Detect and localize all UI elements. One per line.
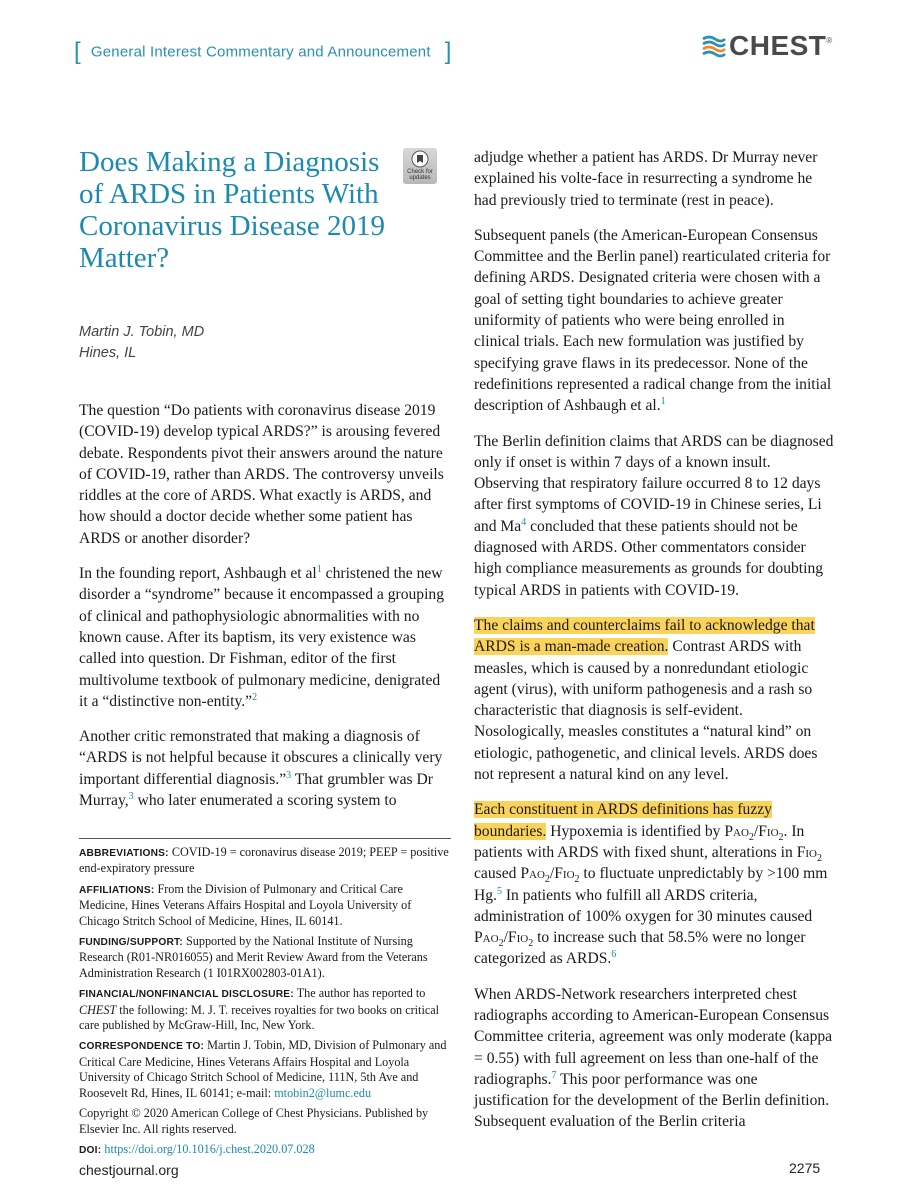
subscript: 2 xyxy=(528,938,534,950)
subscript: 2 xyxy=(778,831,784,843)
footnotes xyxy=(79,838,451,1163)
paragraph-text: Another critic remonstrated that making a diagnosis of “ARDS is not helpful because it obscures a clinically very important differential diagnosis.” xyxy=(79,728,443,788)
paragraph-text: to increase such that 58.5% were no longer categorized as ARDS. xyxy=(474,929,806,968)
paragraph xyxy=(79,400,449,549)
subscript: 2 xyxy=(498,938,504,950)
slash: / xyxy=(503,929,508,947)
subscript: 2 xyxy=(544,874,550,886)
page-number: 2275 xyxy=(789,1160,821,1176)
paragraph xyxy=(79,726,449,811)
paragraph-text: This poor performance was one justification for the development of the Berlin definition. Subsequent evaluation of the Berlin criteria xyxy=(474,1070,830,1131)
chest-logo xyxy=(700,30,832,62)
section-label: General Interest Commentary and Announcement xyxy=(90,43,431,61)
paragraph-text: who later enumerated a scoring system to xyxy=(133,792,397,810)
footnote-text: The author has reported to xyxy=(293,986,426,1001)
footnote-copyright: Copyright © 2020 American College of Chest Physicians. Published by Elsevier Inc. All rights reserved. xyxy=(79,1106,429,1136)
pao-term: Pao xyxy=(724,822,749,840)
footnote-text: the following: M. J. T. receives royalties for two books on critical care published by McGraw-Hill, Inc, New York. xyxy=(79,1002,440,1033)
author-location: Hines, IL xyxy=(79,345,137,361)
paragraph-text: The question “Do patients with coronavirus disease 2019 (COVID-19) develop typical ARDS?” is arousing fevered debate. Respondents pivot their answers around the nature of COVID-19, rather than ARDS. The controversy unveils riddles at the core of ARDS. What exactly is ARDS, and how should a doctor decide whether some patient has ARDS or another disorder? xyxy=(79,402,444,547)
logo-trademark: ® xyxy=(826,36,833,45)
pao-term: Pao xyxy=(474,929,499,947)
paragraph-text: Hypoxemia is identified by xyxy=(546,822,725,840)
slash: / xyxy=(549,865,555,883)
paragraph-text: That grumbler was Dr Murray, xyxy=(79,770,433,810)
paragraph-text: christened the new disorder a “syndrome” because it encompassed a grouping of clinical and pathophysiologic abnormalities with no known cause. After its baptism, its very existence was called into question. Dr Fishman, editor of the first multivolume textbook of pulmonary medicine, denigrated it a “distinctive non-entity.” xyxy=(79,565,445,710)
subscript: 2 xyxy=(816,853,822,865)
paragraph-text: adjudge whether a patient has ARDS. Dr Murray never explained his volte-face in resurrecting a syndrome he had previously tried to terminate (rest in peace). xyxy=(474,149,818,209)
paragraph-text: caused xyxy=(474,865,521,883)
logo-wordmark: CHEST xyxy=(729,30,827,61)
paragraph xyxy=(474,431,834,601)
chest-logo-icon xyxy=(700,33,726,59)
paragraph xyxy=(79,563,449,712)
footnote-doi xyxy=(79,1142,451,1158)
subscript: 2 xyxy=(748,831,754,843)
paragraph xyxy=(474,147,834,211)
footnote-label: AFFILIATIONS: xyxy=(79,884,155,896)
footnote-label: CORRESPONDENCE TO: xyxy=(79,1041,205,1053)
journal-name-italic: CHEST xyxy=(79,1002,117,1017)
highlighted-text[interactable]: The claims and counterclaims fail to acknowledge that ARDS is a man-made creation. xyxy=(474,616,815,656)
email-link[interactable]: mtobin2@lumc.edu xyxy=(274,1085,372,1100)
reference-link[interactable]: 5 xyxy=(496,885,502,897)
paragraph xyxy=(474,799,834,969)
paragraph xyxy=(474,615,834,785)
slash: / xyxy=(753,822,759,840)
footnote-text: Supported by the National Institute of Nursing Research (R01-NR016055) and Merit Review Award from the Veterans Administration Research (1 I01RX002803-01A1). xyxy=(79,934,428,980)
fio-term: Fio xyxy=(758,822,779,840)
author-block xyxy=(79,322,204,364)
paragraph-text: In the founding report, Ashbaugh et al xyxy=(79,565,317,583)
reference-link[interactable]: 4 xyxy=(521,516,527,528)
footnote-text: Martin J. Tobin, MD, Division of Pulmonary and Critical Care Medicine, Hines Veterans Affairs Hospital and Loyola University of Chicago Stritch School of Medicine, 111N, 5th Ave and Roosevelt Rd, Hines, IL 60141; e-mail: xyxy=(79,1038,447,1100)
footnote-label: ABBREVIATIONS: xyxy=(79,848,169,859)
highlighted-text[interactable]: Each constituent in ARDS definitions has fuzzy boundaries. xyxy=(474,801,772,840)
left-bracket: [ xyxy=(74,38,81,65)
footnote-affiliations xyxy=(79,882,451,929)
paragraph-text: . In patients with ARDS with fixed shunt, alterations in xyxy=(474,822,805,861)
footnote-label: FINANCIAL/NONFINANCIAL DISCLOSURE: xyxy=(79,989,294,1001)
footnote-label: FUNDING/SUPPORT: xyxy=(79,937,183,949)
footnote-text: COVID-19 = coronavirus disease 2019; PEEP = positive end-expiratory pressure xyxy=(79,845,449,876)
article-title: Does Making a Diagnosis of ARDS in Patients With Coronavirus Disease 2019 Matter? xyxy=(79,146,386,274)
footnote-abbreviations xyxy=(79,845,451,877)
left-column xyxy=(79,400,449,825)
right-bracket: ] xyxy=(444,38,452,65)
paragraph-text: to fluctuate unpredictably by >100 mm Hg. xyxy=(474,865,828,904)
crossmark-label: Check for updates xyxy=(407,169,433,181)
section-header xyxy=(74,38,452,66)
pao-term: Pao xyxy=(520,865,545,883)
subscript: 2 xyxy=(574,874,580,886)
reference-link[interactable]: 1 xyxy=(660,396,666,408)
reference-link[interactable]: 1 xyxy=(316,563,322,575)
paragraph-text: The Berlin definition claims that ARDS can be diagnosed only if onset is within 7 days of a known insult. Observing that respiratory failure occurred 8 to 12 days after first symptoms of COVID-19 in Chinese series, Li and Ma xyxy=(474,432,834,535)
reference-link[interactable]: 2 xyxy=(252,691,258,703)
footnote-funding xyxy=(79,934,451,981)
reference-link[interactable]: 3 xyxy=(286,769,292,781)
reference-link[interactable]: 6 xyxy=(611,949,617,961)
crossmark-icon xyxy=(411,150,429,168)
reference-link[interactable]: 3 xyxy=(128,790,134,802)
footnote-text: From the Division of Pulmonary and Critical Care Medicine, Hines Veterans Affairs Hospital and Loyola University of Chicago Stritch School of Medicine, Hines, IL 60141. xyxy=(79,881,412,928)
footnote-label: DOI: xyxy=(79,1144,102,1156)
reference-link[interactable]: 7 xyxy=(551,1069,557,1081)
paragraph-text: concluded that these patients should not be diagnosed with ARDS. Other commentators consider high compliance measurements as grounds for doubting typical ARDS in patients with COVID-19. xyxy=(474,517,824,599)
footnote-correspondence xyxy=(79,1038,451,1101)
paragraph-text: In patients who fulfill all ARDS criteria, administration of 100% oxygen for 30 minutes caused xyxy=(474,886,813,925)
paragraph xyxy=(474,984,834,1133)
right-column xyxy=(474,147,834,1147)
paragraph-text: Contrast ARDS with measles, which is caused by a nonredundant etiologic agent (virus), with uniform pathogenesis and a rash so characteristic that diagnosis is self-evident. Nosologically, measles constitutes a “natural kind” on etiologic, pathogenetic, and clinical levels. ARDS does not represent a natural kind on any level. xyxy=(474,638,818,784)
paragraph-text: Subsequent panels (the American-European Consensus Committee and the Berlin panel) rearticulated criteria for defining ARDS. Designated criteria were chosen with a goal of setting tight boundaries to achieve greater uniformity of patients who were being enrolled in clinical trials. Each new formulation was justified by specifying grave flaws in its predecessor. None of the redefinitions represented a radical change from the initial description of Ashbaugh et al. xyxy=(474,226,832,415)
doi-link[interactable]: https://doi.org/10.1016/j.chest.2020.07.028 xyxy=(104,1141,315,1156)
author-name: Martin J. Tobin, MD xyxy=(79,324,205,340)
fio-term: Fio xyxy=(507,929,529,947)
journal-url[interactable]: chestjournal.org xyxy=(79,1162,179,1178)
paragraph xyxy=(474,225,834,417)
paragraph-text: When ARDS-Network researchers interpreted chest radiographs according to American-European Consensus Committee criteria, agreement was only moderate (kappa = 0.55) with full agreement on less than one-half of the radiographs. xyxy=(474,985,833,1088)
footnote-disclosure xyxy=(79,986,451,1033)
fio-term: Fio xyxy=(796,843,817,861)
fio-term: Fio xyxy=(554,865,575,883)
check-for-updates-badge[interactable] xyxy=(403,148,437,184)
